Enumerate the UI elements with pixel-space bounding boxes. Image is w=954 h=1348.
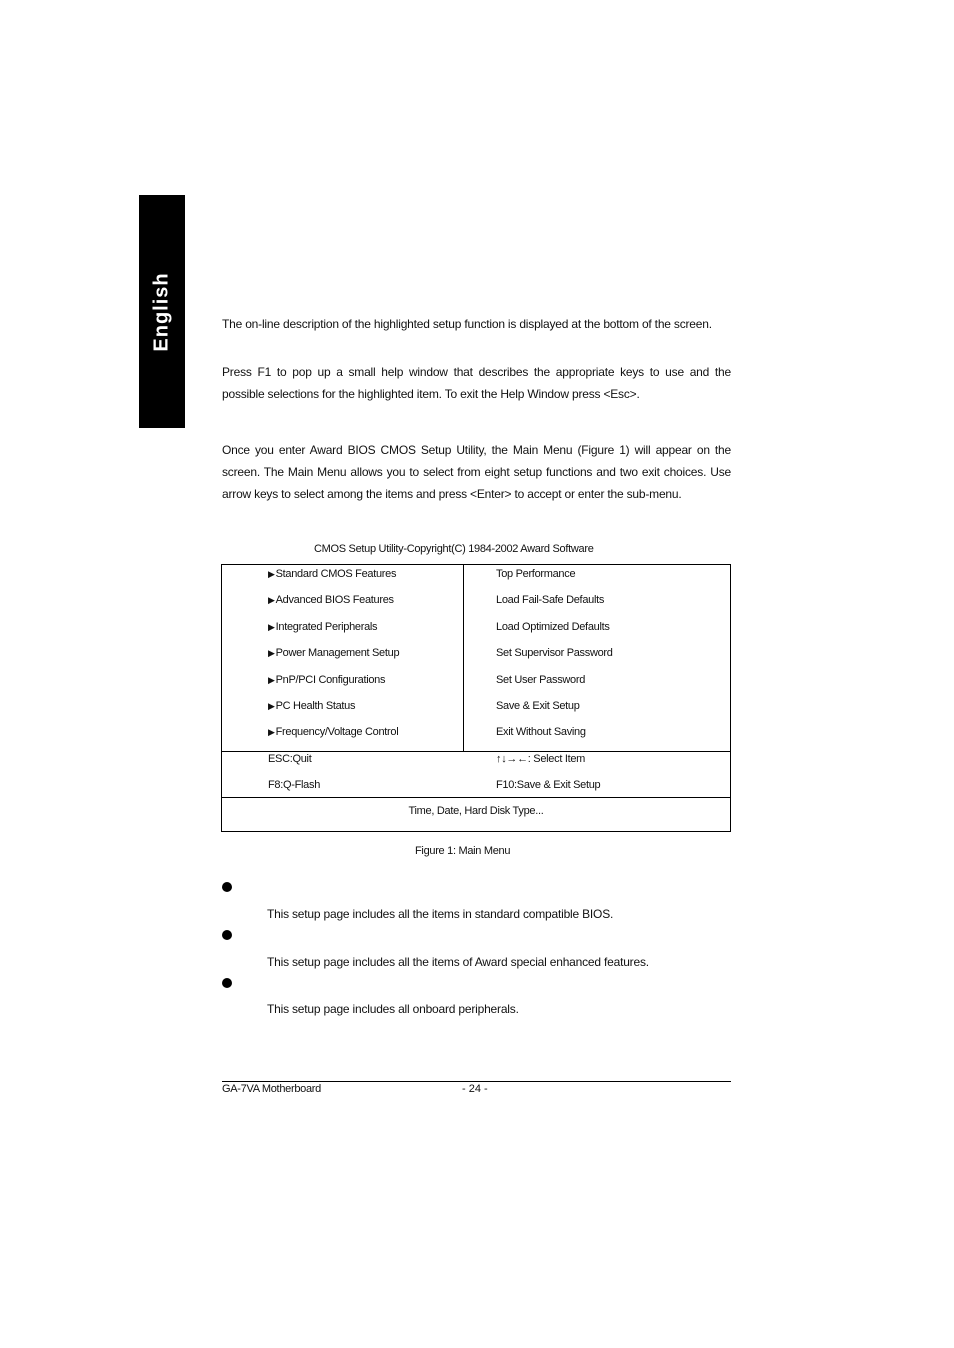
bios-main-menu [221, 564, 731, 832]
menu-item-advanced-bios[interactable]: ▶Advanced BIOS Features [268, 594, 394, 606]
submenu-arrow-icon: ▶ [268, 595, 275, 605]
submenu-arrow-icon: ▶ [268, 648, 275, 658]
menu-item-exit-without-saving[interactable]: Exit Without Saving [496, 726, 586, 738]
language-side-tab [139, 195, 185, 428]
bullet-dot [222, 978, 232, 988]
menu-item-load-optimized[interactable]: Load Optimized Defaults [496, 621, 610, 633]
menu-item-power-management[interactable]: ▶Power Management Setup [268, 647, 400, 659]
submenu-arrow-icon: ▶ [268, 569, 275, 579]
paragraph-f1-help: Press F1 to pop up a small help window that describes the appropriate keys to use and the possible selections for the highlighted item. To exit the Help Window press <Esc>. [222, 365, 731, 401]
menu-item-integrated-peripherals[interactable]: ▶Integrated Peripherals [268, 621, 378, 633]
submenu-arrow-icon: ▶ [268, 622, 275, 632]
key-hint-qflash: F8:Q-Flash [268, 779, 321, 791]
menu-column-divider [463, 565, 464, 752]
menu-item-pnp-pci[interactable]: ▶PnP/PCI Configurations [268, 674, 386, 686]
bullet-dot [222, 930, 232, 940]
language-label: English [150, 271, 173, 352]
submenu-arrow-icon: ▶ [268, 701, 275, 711]
bios-title: CMOS Setup Utility-Copyright(C) 1984-2002 Award Software [314, 543, 594, 555]
menu-status-line: Time, Date, Hard Disk Type... [408, 805, 544, 817]
paragraph-help-description: The on-line description of the highlighted setup function is displayed at the bottom of the screen. [222, 317, 712, 331]
bullet-text-advanced-bios: This setup page includes all the items of Award special enhanced features. [267, 955, 649, 969]
menu-item-top-performance[interactable]: Top Performance [496, 568, 576, 580]
menu-item-load-fail-safe[interactable]: Load Fail-Safe Defaults [496, 594, 605, 606]
submenu-arrow-icon: ▶ [268, 675, 275, 685]
submenu-arrow-icon: ▶ [268, 727, 275, 737]
bullet-text-integrated-peripherals: This setup page includes all onboard peripherals. [267, 1002, 519, 1016]
menu-item-save-exit[interactable]: Save & Exit Setup [496, 700, 580, 712]
menu-item-supervisor-password[interactable]: Set Supervisor Password [496, 647, 613, 659]
page-number: - 24 - [462, 1083, 488, 1095]
menu-item-standard-cmos[interactable]: ▶Standard CMOS Features [268, 568, 397, 580]
figure-caption: Figure 1: Main Menu [415, 845, 511, 857]
key-hint-esc: ESC:Quit [268, 753, 312, 765]
paragraph-main-menu-intro: Once you enter Award BIOS CMOS Setup Utility, the Main Menu (Figure 1) will appear on the screen. The Main Menu allows you to select from eight setup functions and two exit choices. Use arrow keys to select among the items and press <Enter> to accept or enter the sub-menu. [222, 443, 731, 501]
bullet-text-standard-cmos: This setup page includes all the items in standard compatible BIOS. [267, 907, 614, 921]
key-hint-save: F10:Save & Exit Setup [496, 779, 601, 791]
menu-status-divider [222, 797, 730, 798]
key-hint-select: ↑↓→←: Select Item [496, 753, 586, 765]
footer-rule [222, 1081, 731, 1082]
menu-item-user-password[interactable]: Set User Password [496, 674, 586, 686]
footer-product-name: GA-7VA Motherboard [222, 1083, 321, 1095]
menu-keys-divider [222, 751, 730, 752]
menu-item-pc-health[interactable]: ▶PC Health Status [268, 700, 356, 712]
bullet-dot [222, 882, 232, 892]
menu-item-frequency-voltage[interactable]: ▶Frequency/Voltage Control [268, 726, 399, 738]
